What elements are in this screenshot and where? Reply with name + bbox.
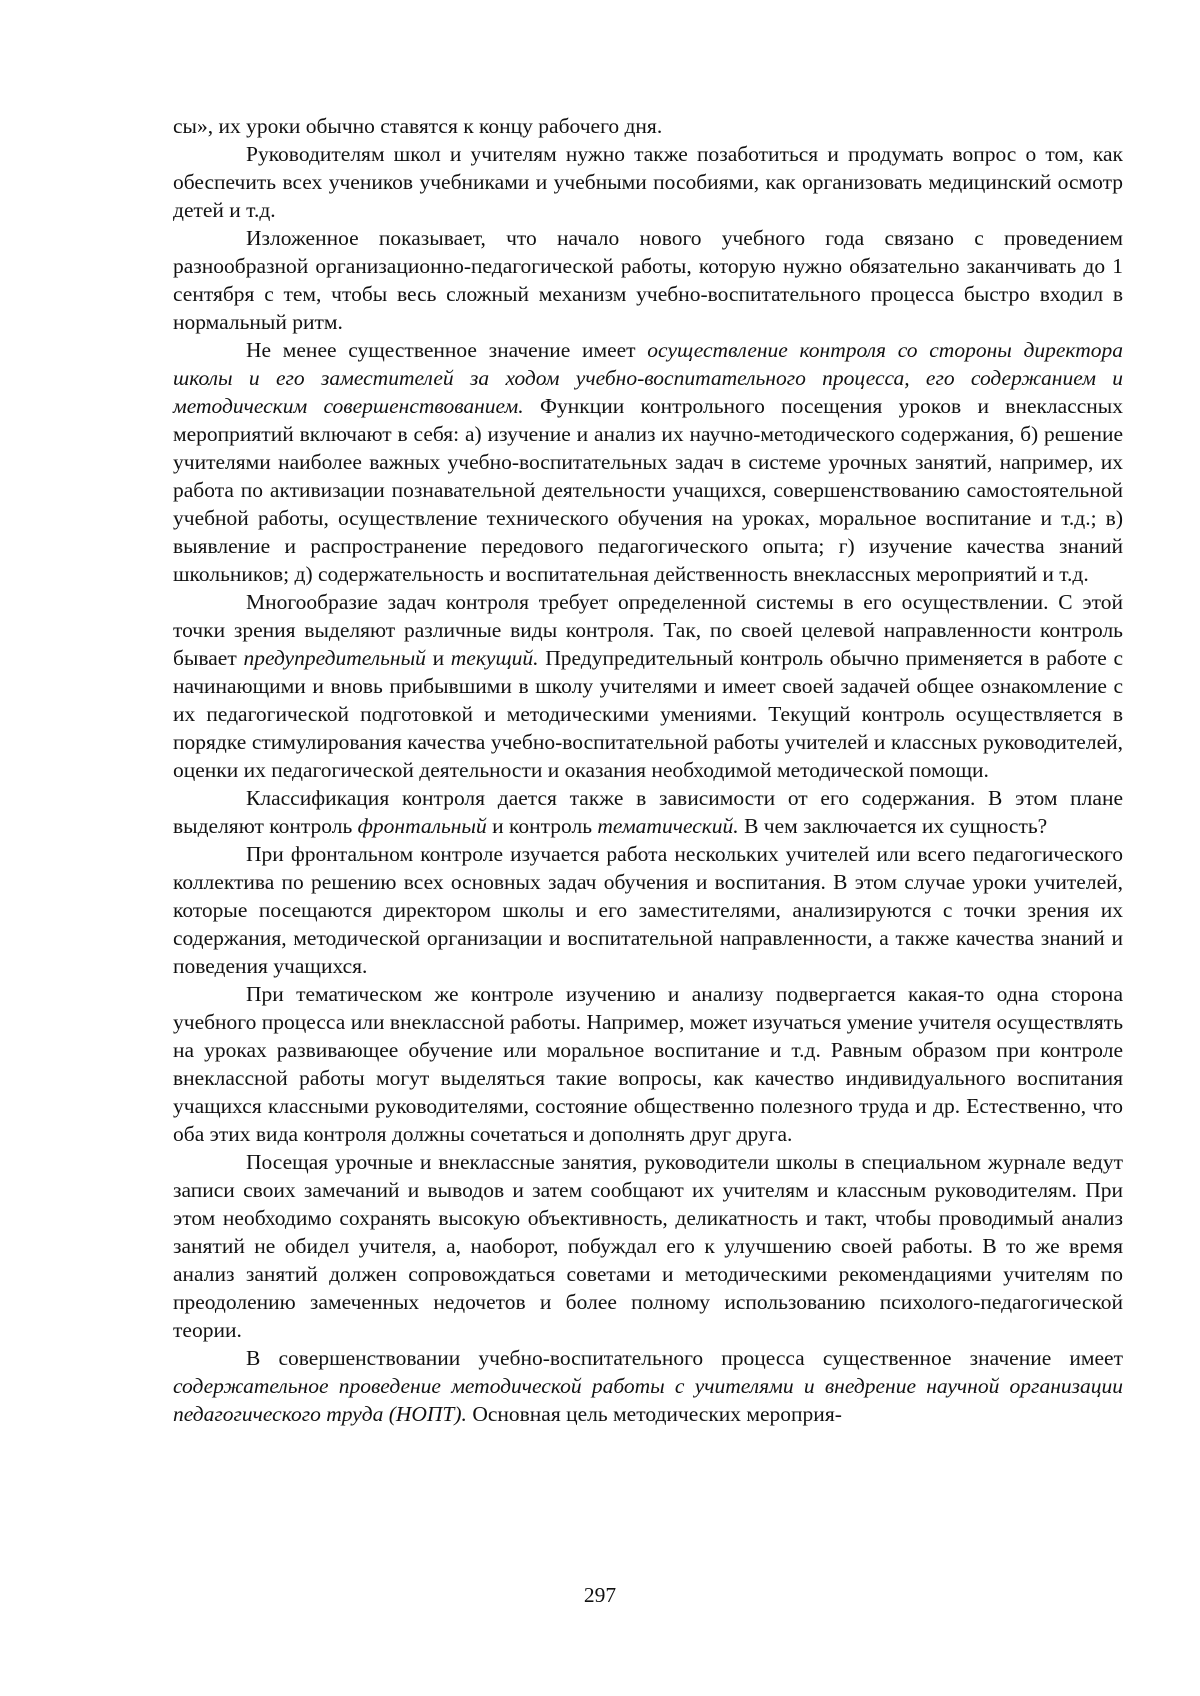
paragraph	[173, 224, 1123, 336]
italic-text-run: тематический.	[597, 814, 739, 838]
paragraph	[173, 140, 1123, 224]
text-run: В совершенствовании учебно-воспитательного процесса существенное значение имеет	[246, 1346, 1123, 1370]
italic-text-run: содержательное проведение методической работы с учителями и внедрение научной организации педагогического труда (НОПТ).	[173, 1374, 1123, 1426]
paragraph	[173, 784, 1123, 840]
text-run: Предупредительный контроль обычно применяется в работе с начинающими и вновь прибывшими в школу учителями и имеет своей задачей общее ознакомление с их педагогической подготовкой и методическими умениями. Текущий контроль осуществляется в порядке стимулирования качества учебно-воспитательной работы учителей и классных руководителей, оценки их педагогической деятельности и оказания необходимой методической помощи.	[173, 646, 1124, 782]
paragraph	[173, 840, 1123, 980]
text-run: Многообразие задач контроля требует определенной системы в его осуществлении. С этой точки зрения выделяют различные виды контроля. Так, по своей целевой направленности контроль бывает	[173, 590, 1123, 670]
text-run: и контроль	[486, 814, 598, 838]
paragraph	[173, 1344, 1123, 1428]
text-run: Изложенное показывает, что начало нового учебного года связано с проведением разнообразной организационно-педагогической работы, которую нужно обязательно заканчивать до 1 сентября с тем, чтобы весь сложный механизм учебно-воспитательного процесса быстро входил в нормальный ритм.	[173, 226, 1123, 334]
italic-text-run: осуществление контроля со стороны директора школы и его заместителей за ходом учебно-воспитательного процесса, его содержанием и методическим совершенствованием.	[173, 338, 1123, 418]
italic-text-run: текущий.	[450, 646, 539, 670]
paragraph	[173, 336, 1123, 588]
paragraph	[173, 588, 1123, 784]
paragraph	[173, 112, 1123, 140]
paragraph	[173, 980, 1123, 1148]
page-number: 297	[583, 1583, 617, 1607]
italic-text-run: предупредительный	[243, 646, 426, 670]
paragraph	[173, 1148, 1123, 1344]
text-run: Функции контрольного посещения уроков и внеклассных мероприятий включают в себя: а) изучение и анализ их научно-методического содержания, б) решение учителями наиболее важных учебно-воспитательных задач в системе урочных занятий, например, их работа по активизации познавательной деятельности учащихся, совершенствованию самостоятельной учебной работы, осуществление технического обучения на уроках, моральное воспитание и т.д.; в) выявление и распространение передового педагогического опыта; г) изучение качества знаний школьников; д) содержательность и воспитательная действенность внеклассных мероприятий и т.д.	[173, 394, 1123, 586]
text-run: Основная цель методических мероприя-	[466, 1402, 842, 1426]
text-run: Классификация контроля дается также в зависимости от его содержания. В этом плане выделяют контроль	[173, 786, 1123, 838]
text-run: Не менее существенное значение имеет	[246, 338, 648, 362]
text-run: В чем заключается их сущность?	[738, 814, 1048, 838]
italic-text-run: фронтальный	[357, 814, 487, 838]
text-run: При тематическом же контроле изучению и анализу подвергается какая-то одна сторона учебного процесса или внеклассной работы. Например, может изучаться умение учителя осуществлять на уроках развивающее обучение или моральное воспитание и т.д. Равным образом при контроле внеклассной работы могут выделяться такие вопросы, как качество индивидуального воспитания учащихся классными руководителями, состояние общественно полезного труда и др. Естественно, что оба этих вида контроля должны сочетаться и дополнять друг друга.	[173, 982, 1123, 1146]
page-body-text	[173, 112, 1123, 1428]
text-run: При фронтальном контроле изучается работа нескольких учителей или всего педагогического коллектива по решению всех основных задач обучения и воспитания. В этом случае уроки учителей, которые посещаются директором школы и его заместителями, анализируются с точки зрения их содержания, методической организации и воспитательной направленности, а также качества знаний и поведения учащихся.	[173, 842, 1123, 978]
text-run: и	[425, 646, 451, 670]
text-run: Руководителям школ и учителям нужно также позаботиться и продумать вопрос о том, как обеспечить всех учеников учебниками и учебными пособиями, как организовать медицинский осмотр детей и т.д.	[173, 142, 1123, 222]
text-run: Посещая урочные и внеклассные занятия, руководители школы в специальном журнале ведут записи своих замечаний и выводов и затем сообщают их учителям и классным руководителям. При этом необходимо сохранять высокую объективность, деликатность и такт, чтобы проводимый анализ занятий не обидел учителя, а, наоборот, побуждал его к улучшению своей работы. В то же время анализ занятий должен сопровождаться советами и методическими рекомендациями учителям по преодолению замеченных недочетов и более полному использованию психолого-педагогической теории.	[173, 1150, 1123, 1342]
text-run: сы», их уроки обычно ставятся к концу рабочего дня.	[173, 114, 663, 138]
